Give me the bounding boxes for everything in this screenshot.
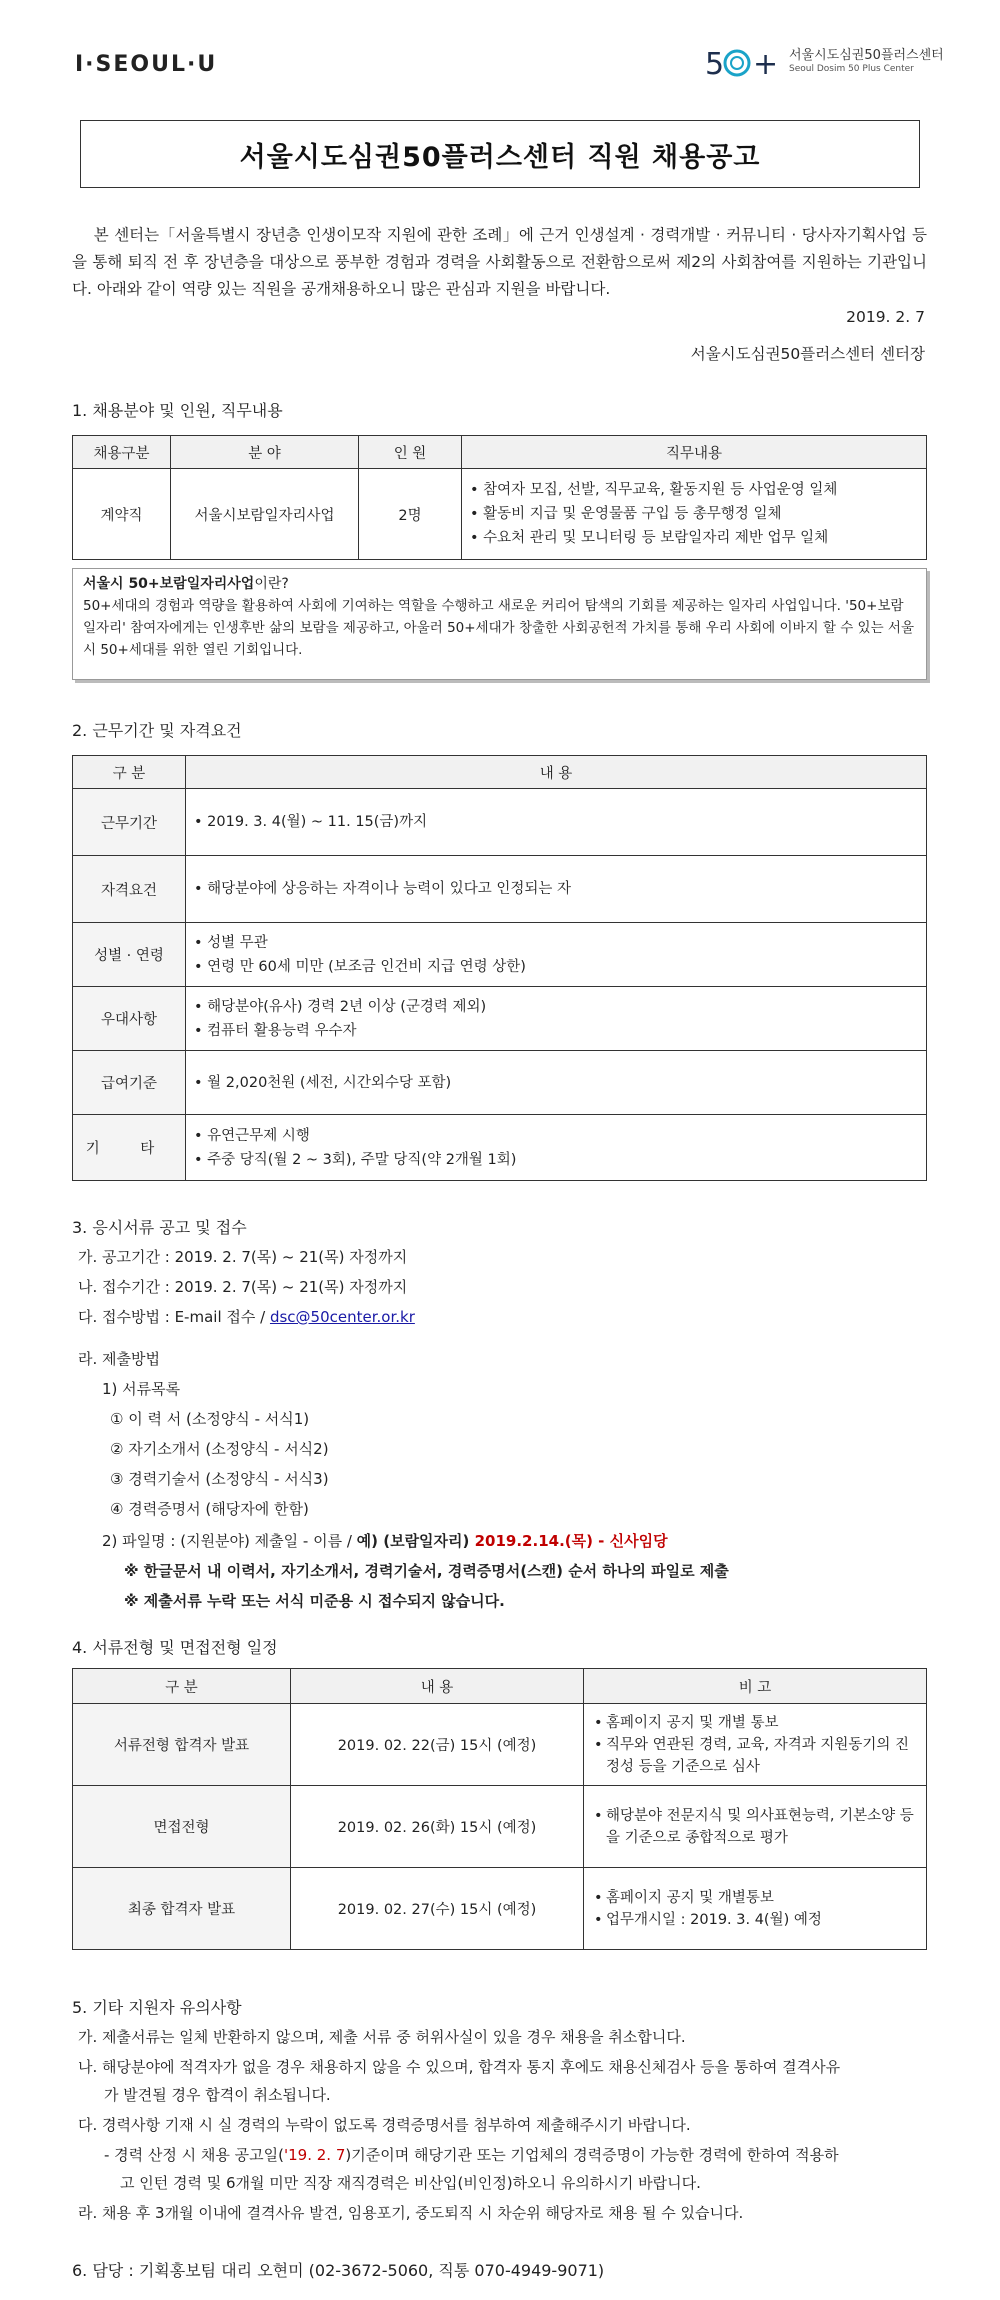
list-item: • 수요처 관리 및 모니터링 등 보람일자리 제반 업무 일체 [470,530,829,546]
col-header: 직무내용 [462,436,927,469]
section-4-heading: 4. 서류전형 및 면접전형 일정 [72,1638,278,1657]
center-name-ko: 서울시도심권50플러스센터 [789,48,944,63]
table-row [73,1115,927,1181]
table-row [73,1786,927,1868]
submission-method: 라. 제출방법 [78,1350,160,1368]
application-method: 다. 접수방법 : E-mail 접수 / dsc@50center.or.kr [78,1308,415,1326]
notice-item: 나. 해당분야에 적격자가 없을 경우 채용하지 않을 수 있으며, 합격자 통지 후에도 채용신체검사 등을 통하여 결격사유 [78,2058,841,2076]
col-header: 채용구분 [73,436,171,469]
center-logo [705,38,944,88]
col-header: 비 고 [584,1669,927,1704]
row-note: • 해당분야 전문지식 및 의사표현능력, 기본소양 등을 기준으로 종합적으로 평가 [584,1786,927,1868]
row-date: 2019. 02. 22(금) 15시 (예정) [291,1704,584,1786]
notice-item: 가. 제출서류는 일체 반환하지 않으며, 제출 서류 중 허위사실이 있을 경우 채용을 취소합니다. [78,2028,686,2046]
header [0,0,1000,110]
row-value: • 해당분야에 상응하는 자격이나 능력이 있다고 인정되는 자 [186,856,927,923]
info-body: 50+세대의 경험과 역량을 활용하여 사회에 기여하는 역할을 수행하고 새로운 커리어 탐색의 기회를 제공하는 일자리 사업입니다. '50+보람일자리' 참여자에게는 인생후반 삶의 보람을 제공하고, 아울러 50+세대가 창출한 사회공헌적 가치를 통해 우리 사회에 이바지 할 수 있는 서울시 50+세대를 위한 열린 기회입니다. [83,598,914,658]
title-box [80,120,920,188]
table-row [73,1704,927,1786]
filename-rule: 2) 파일명 : (지원분야) 제출일 - 이름 / 예) (보람일자리) 2019.2.14.(목) - 신사임당 [102,1532,668,1550]
col-header: 구 분 [73,756,186,789]
notice-subitem: - 경력 산정 시 채용 공고일('19. 2. 7)기준이며 해당기관 또는 기업체의 경력증명이 가능한 경력에 한하여 적용하 [104,2146,839,2164]
list-item: ④ 경력증명서 (해당자에 한함) [110,1500,309,1518]
table-row [73,1051,927,1115]
row-label: 성별 · 연령 [73,923,186,987]
duty-list [462,469,927,560]
row-label: 급여기준 [73,1051,186,1115]
submission-note: ※ 한글문서 내 이력서, 자기소개서, 경력기술서, 경력증명서(스캔) 순서 하나의 파일로 제출 [124,1562,729,1580]
row-note: • 홈페이지 공지 및 개별 통보 • 직무와 연관된 경력, 교육, 자격과 지원동기의 진정성 등을 기준으로 심사 [584,1704,927,1786]
col-header: 내 용 [291,1669,584,1704]
notice-subitem-cont: 고 인턴 경력 및 6개월 미만 직장 재직경력은 비산입(비인정)하오니 유의하시기 바랍니다. [120,2174,701,2192]
list-item: ② 자기소개서 (소정양식 - 서식2) [110,1440,329,1458]
section-2-heading: 2. 근무기간 및 자격요건 [72,721,242,740]
row-label: 최종 합격자 발표 [73,1868,291,1950]
hire-field: 서울시보람일자리사업 [171,469,359,560]
svg-text:+: + [753,47,779,82]
posting-period: 가. 공고기간 : 2019. 2. 7(목) ~ 21(목) 자정까지 [78,1248,408,1266]
row-label: 근무기간 [73,789,186,856]
doc-list-heading: 1) 서류목록 [102,1380,181,1398]
table-row [73,987,927,1051]
iseoulu-logo: I·SEOUL·U [75,52,218,77]
list-item: ③ 경력기술서 (소정양식 - 서식3) [110,1470,329,1488]
row-note: • 홈페이지 공지 및 개별통보 • 업무개시일 : 2019. 3. 4(월) 예정 [584,1868,927,1950]
contact-line: 6. 담당 : 기획홍보팀 대리 오현미 (02-3672-5060, 직통 070-4949-9071) [72,2261,605,2280]
table-row [73,856,927,923]
col-header: 내 용 [186,756,927,789]
row-value: • 유연근무제 시행 • 주중 당직(월 2 ~ 3회), 주말 당직(약 2개월 1회) [186,1115,927,1181]
row-label: 서류전형 합격자 발표 [73,1704,291,1786]
table-row [73,469,927,560]
hire-count: 2명 [359,469,462,560]
notice-item-cont: 가 발견될 경우 합격이 취소됩니다. [104,2086,331,2104]
row-value: • 월 2,020천원 (세전, 시간외수당 포함) [186,1051,927,1115]
requirements-table [72,755,927,1181]
table-row [73,1868,927,1950]
intro-paragraph [72,222,927,303]
row-value: • 2019. 3. 4(월) ~ 11. 15(금)까지 [186,789,927,856]
section-5-heading: 5. 기타 지원자 유의사항 [72,1998,242,2017]
row-date: 2019. 02. 27(수) 15시 (예정) [291,1868,584,1950]
row-label: 면접전형 [73,1786,291,1868]
50plus-logo-icon [705,38,785,88]
center-name-en: Seoul Dosim 50 Plus Center [789,64,914,74]
notice-date: 2019. 2. 7 [846,308,925,326]
list-item: ① 이 력 서 (소정양식 - 서식1) [110,1410,310,1428]
row-value: • 해당분야(유사) 경력 2년 이상 (군경력 제외) • 컴퓨터 활용능력 우수자 [186,987,927,1051]
col-header: 구 분 [73,1669,291,1704]
list-item: • 참여자 모집, 선발, 직무교육, 활동지원 등 사업운영 일체 [470,482,838,498]
notice-item: 라. 채용 후 3개월 이내에 결격사유 발견, 임용포기, 중도퇴직 시 차순위 해당자로 채용 될 수 있습니다. [78,2204,744,2222]
section-1-heading: 1. 채용분야 및 인원, 직무내용 [72,401,283,420]
hire-type: 계약직 [73,469,171,560]
intro-text: 본 센터는「서울특별시 장년층 인생이모작 지원에 관한 조례」에 근거 인생설계 · 경력개발 · 커뮤니티 · 당사자기획사업 등을 통해 퇴직 전 후 장년층을 대상으로 풍부한 경험과 경력을 사회활동으로 전환함으로써 제2의 사회참여를 지원하는 기관입니다. 아래와 같이 역량 있는 직원을 공개채용하오니 많은 관심과 지원을 바랍니다. [72,226,927,298]
schedule-table [72,1668,927,1950]
col-header: 분 야 [171,436,359,469]
page-title: 서울시도심권50플러스센터 직원 채용공고 [239,141,761,173]
row-value: • 성별 무관 • 연령 만 60세 미만 (보조금 인건비 지급 연령 상한) [186,923,927,987]
row-label: 기 타 [73,1115,186,1181]
program-info-box [72,568,927,680]
email-link[interactable]: dsc@50center.or.kr [269,1308,415,1326]
notice-signer: 서울시도심권50플러스센터 센터장 [690,345,925,363]
row-label: 우대사항 [73,987,186,1051]
position-table [72,435,927,560]
submission-warning: ※ 제출서류 누락 또는 서식 미준용 시 접수되지 않습니다. [124,1592,505,1610]
col-header: 인 원 [359,436,462,469]
section-3-heading: 3. 응시서류 공고 및 접수 [72,1218,247,1237]
application-period: 나. 접수기간 : 2019. 2. 7(목) ~ 21(목) 자정까지 [78,1278,408,1296]
svg-text:5: 5 [705,47,725,82]
row-label: 자격요건 [73,856,186,923]
table-row [73,789,927,856]
list-item: • 활동비 지급 및 운영물품 구입 등 총무행정 일체 [470,506,782,522]
row-date: 2019. 02. 26(화) 15시 (예정) [291,1786,584,1868]
notice-item: 다. 경력사항 기재 시 실 경력의 누락이 없도록 경력증명서를 첨부하여 제출해주시기 바랍니다. [78,2116,691,2134]
table-row [73,923,927,987]
info-heading: 서울시 50+보람일자리사업이란? [83,576,289,592]
